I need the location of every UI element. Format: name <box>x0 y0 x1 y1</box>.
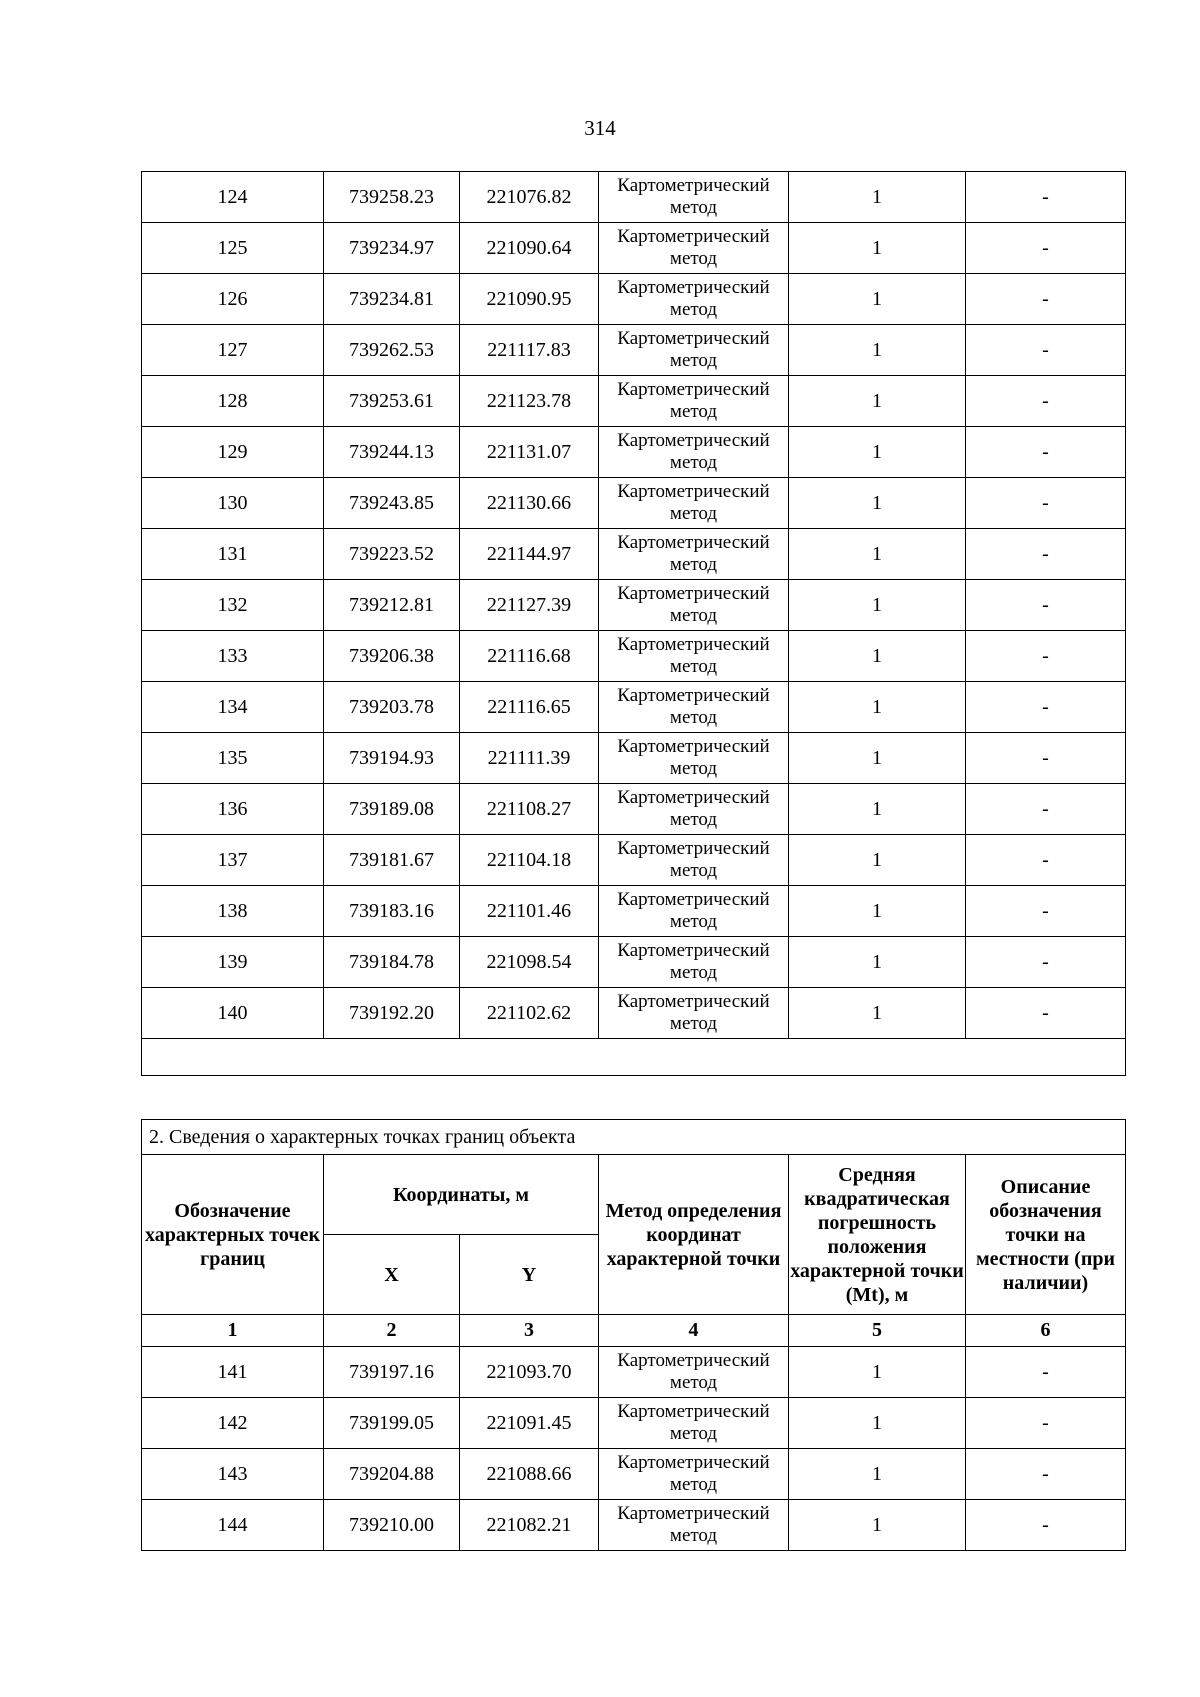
table-row <box>142 937 1126 988</box>
error-cell: 1 <box>789 223 966 274</box>
error-cell: 1 <box>789 580 966 631</box>
points-table-body <box>142 172 1126 1076</box>
table-row <box>142 733 1126 784</box>
description-cell: - <box>966 1347 1126 1398</box>
point-id-cell: 144 <box>142 1500 324 1551</box>
header-point-designation: Обозначение характерных точек границ <box>142 1155 324 1315</box>
point-id-cell: 136 <box>142 784 324 835</box>
description-cell: - <box>966 733 1126 784</box>
method-line-1: Картометрический <box>617 532 770 553</box>
x-coordinate-cell: 739184.78 <box>324 937 460 988</box>
error-cell: 1 <box>789 682 966 733</box>
y-coordinate-cell: 221116.68 <box>460 631 599 682</box>
description-cell: - <box>966 427 1126 478</box>
y-coordinate-cell: 221101.46 <box>460 886 599 937</box>
method-line-1: Картометрический <box>617 1401 770 1422</box>
description-cell: - <box>966 1449 1126 1500</box>
method-line-2: метод <box>669 911 718 932</box>
x-coordinate-cell: 739192.20 <box>324 988 460 1039</box>
y-coordinate-cell: 221090.95 <box>460 274 599 325</box>
column-number: 4 <box>599 1315 789 1347</box>
table-row <box>142 325 1126 376</box>
error-cell: 1 <box>789 1347 966 1398</box>
x-coordinate-cell: 739234.97 <box>324 223 460 274</box>
column-number: 3 <box>460 1315 599 1347</box>
header-method: Метод определения координат характерной точки <box>599 1155 789 1315</box>
point-id-cell: 133 <box>142 631 324 682</box>
method-line-1: Картометрический <box>617 1503 770 1524</box>
x-coordinate-cell: 739210.00 <box>324 1500 460 1551</box>
method-cell <box>599 223 789 274</box>
method-line-1: Картометрический <box>617 1350 770 1371</box>
method-line-1: Картометрический <box>617 838 770 859</box>
method-line-2: метод <box>669 809 718 830</box>
description-cell: - <box>966 1500 1126 1551</box>
point-id-cell: 134 <box>142 682 324 733</box>
description-cell: - <box>966 886 1126 937</box>
error-cell: 1 <box>789 274 966 325</box>
method-line-2: метод <box>669 1474 718 1495</box>
point-id-cell: 142 <box>142 1398 324 1449</box>
x-coordinate-cell: 739199.05 <box>324 1398 460 1449</box>
method-line-2: метод <box>669 401 718 422</box>
description-cell: - <box>966 784 1126 835</box>
table-row <box>142 529 1126 580</box>
point-id-cell: 135 <box>142 733 324 784</box>
boundary-points-table-body <box>142 1120 1126 1551</box>
method-cell <box>599 937 789 988</box>
method-line-2: метод <box>669 707 718 728</box>
method-cell <box>599 1449 789 1500</box>
error-cell: 1 <box>789 325 966 376</box>
method-line-2: метод <box>669 605 718 626</box>
description-cell: - <box>966 835 1126 886</box>
method-line-2: метод <box>669 350 718 371</box>
table-row <box>142 1347 1126 1398</box>
method-cell <box>599 478 789 529</box>
y-coordinate-cell: 221102.62 <box>460 988 599 1039</box>
header-description: Описание обозначения точки на местности (при наличии) <box>966 1155 1126 1315</box>
table-row <box>142 682 1126 733</box>
table-row <box>142 1500 1126 1551</box>
method-line-1: Картометрический <box>617 685 770 706</box>
y-coordinate-cell: 221111.39 <box>460 733 599 784</box>
column-number: 2 <box>324 1315 460 1347</box>
description-cell: - <box>966 376 1126 427</box>
header-coordinates: Координаты, м <box>324 1155 599 1235</box>
method-cell <box>599 1500 789 1551</box>
point-id-cell: 130 <box>142 478 324 529</box>
method-cell <box>599 733 789 784</box>
method-cell <box>599 172 789 223</box>
x-coordinate-cell: 739223.52 <box>324 529 460 580</box>
table-row <box>142 376 1126 427</box>
x-coordinate-cell: 739262.53 <box>324 325 460 376</box>
method-line-1: Картометрический <box>617 787 770 808</box>
method-cell <box>599 631 789 682</box>
point-id-cell: 124 <box>142 172 324 223</box>
error-cell: 1 <box>789 529 966 580</box>
y-coordinate-cell: 221144.97 <box>460 529 599 580</box>
method-line-1: Картометрический <box>617 940 770 961</box>
method-line-2: метод <box>669 860 718 881</box>
x-coordinate-cell: 739244.13 <box>324 427 460 478</box>
method-line-2: метод <box>669 452 718 473</box>
table-row <box>142 478 1126 529</box>
description-cell: - <box>966 325 1126 376</box>
boundary-points-table <box>141 1119 1126 1551</box>
description-cell: - <box>966 1398 1126 1449</box>
column-number: 6 <box>966 1315 1126 1347</box>
error-cell: 1 <box>789 1500 966 1551</box>
method-line-1: Картометрический <box>617 889 770 910</box>
point-id-cell: 139 <box>142 937 324 988</box>
y-coordinate-cell: 221131.07 <box>460 427 599 478</box>
point-id-cell: 137 <box>142 835 324 886</box>
y-coordinate-cell: 221088.66 <box>460 1449 599 1500</box>
header-mean-square-error: Средняя квадратическая погрешность положения характерной точки (Mt), м <box>789 1155 966 1315</box>
point-id-cell: 128 <box>142 376 324 427</box>
error-cell: 1 <box>789 937 966 988</box>
description-cell: - <box>966 223 1126 274</box>
x-coordinate-cell: 739183.16 <box>324 886 460 937</box>
method-line-2: метод <box>669 1372 718 1393</box>
y-coordinate-cell: 221116.65 <box>460 682 599 733</box>
description-cell: - <box>966 580 1126 631</box>
method-line-2: метод <box>669 248 718 269</box>
method-line-1: Картометрический <box>617 583 770 604</box>
method-cell <box>599 1347 789 1398</box>
method-line-1: Картометрический <box>617 1452 770 1473</box>
y-coordinate-cell: 221130.66 <box>460 478 599 529</box>
method-line-2: метод <box>669 197 718 218</box>
x-coordinate-cell: 739234.81 <box>324 274 460 325</box>
x-coordinate-cell: 739212.81 <box>324 580 460 631</box>
description-cell: - <box>966 988 1126 1039</box>
method-cell <box>599 988 789 1039</box>
x-coordinate-cell: 739243.85 <box>324 478 460 529</box>
y-coordinate-cell: 221093.70 <box>460 1347 599 1398</box>
header-y: Y <box>460 1235 599 1315</box>
method-line-2: метод <box>669 503 718 524</box>
method-line-2: метод <box>669 1525 718 1546</box>
error-cell: 1 <box>789 427 966 478</box>
table-row <box>142 274 1126 325</box>
table-row <box>142 172 1126 223</box>
table-row <box>142 784 1126 835</box>
table-title: 2. Сведения о характерных точках границ объекта <box>142 1120 1126 1155</box>
error-cell: 1 <box>789 478 966 529</box>
method-cell <box>599 784 789 835</box>
point-id-cell: 127 <box>142 325 324 376</box>
y-coordinate-cell: 221123.78 <box>460 376 599 427</box>
error-cell: 1 <box>789 172 966 223</box>
point-id-cell: 140 <box>142 988 324 1039</box>
error-cell: 1 <box>789 1398 966 1449</box>
empty-cell <box>142 1039 1126 1076</box>
x-coordinate-cell: 739181.67 <box>324 835 460 886</box>
method-line-1: Картометрический <box>617 736 770 757</box>
y-coordinate-cell: 221076.82 <box>460 172 599 223</box>
method-cell <box>599 529 789 580</box>
method-cell <box>599 325 789 376</box>
x-coordinate-cell: 739206.38 <box>324 631 460 682</box>
point-id-cell: 129 <box>142 427 324 478</box>
method-line-1: Картометрический <box>617 991 770 1012</box>
point-id-cell: 132 <box>142 580 324 631</box>
table-row <box>142 223 1126 274</box>
method-line-2: метод <box>669 758 718 779</box>
description-cell: - <box>966 478 1126 529</box>
point-id-cell: 143 <box>142 1449 324 1500</box>
table-row <box>142 631 1126 682</box>
error-cell: 1 <box>789 835 966 886</box>
description-cell: - <box>966 682 1126 733</box>
method-cell <box>599 886 789 937</box>
method-line-1: Картометрический <box>617 328 770 349</box>
x-coordinate-cell: 739189.08 <box>324 784 460 835</box>
table-row <box>142 988 1126 1039</box>
table-row <box>142 1398 1126 1449</box>
y-coordinate-cell: 221104.18 <box>460 835 599 886</box>
method-line-1: Картометрический <box>617 430 770 451</box>
error-cell: 1 <box>789 988 966 1039</box>
method-cell <box>599 1398 789 1449</box>
method-line-2: метод <box>669 962 718 983</box>
empty-row <box>142 1039 1126 1076</box>
table-row <box>142 886 1126 937</box>
column-number: 1 <box>142 1315 324 1347</box>
method-line-1: Картометрический <box>617 481 770 502</box>
x-coordinate-cell: 739197.16 <box>324 1347 460 1398</box>
error-cell: 1 <box>789 886 966 937</box>
method-line-1: Картометрический <box>617 175 770 196</box>
method-line-1: Картометрический <box>617 277 770 298</box>
method-cell <box>599 274 789 325</box>
x-coordinate-cell: 739194.93 <box>324 733 460 784</box>
point-id-cell: 141 <box>142 1347 324 1398</box>
y-coordinate-cell: 221091.45 <box>460 1398 599 1449</box>
error-cell: 1 <box>789 784 966 835</box>
y-coordinate-cell: 221117.83 <box>460 325 599 376</box>
x-coordinate-cell: 739203.78 <box>324 682 460 733</box>
method-line-2: метод <box>669 554 718 575</box>
method-line-2: метод <box>669 656 718 677</box>
points-table-continued <box>141 171 1126 1076</box>
y-coordinate-cell: 221090.64 <box>460 223 599 274</box>
point-id-cell: 131 <box>142 529 324 580</box>
y-coordinate-cell: 221098.54 <box>460 937 599 988</box>
description-cell: - <box>966 631 1126 682</box>
table-row <box>142 427 1126 478</box>
method-line-1: Картометрический <box>617 226 770 247</box>
method-line-2: метод <box>669 1423 718 1444</box>
method-line-2: метод <box>669 1013 718 1034</box>
header-x: X <box>324 1235 460 1315</box>
description-cell: - <box>966 172 1126 223</box>
x-coordinate-cell: 739204.88 <box>324 1449 460 1500</box>
description-cell: - <box>966 937 1126 988</box>
method-line-1: Картометрический <box>617 379 770 400</box>
column-number: 5 <box>789 1315 966 1347</box>
y-coordinate-cell: 221127.39 <box>460 580 599 631</box>
error-cell: 1 <box>789 733 966 784</box>
method-cell <box>599 376 789 427</box>
x-coordinate-cell: 739253.61 <box>324 376 460 427</box>
table-row <box>142 1449 1126 1500</box>
description-cell: - <box>966 274 1126 325</box>
error-cell: 1 <box>789 1449 966 1500</box>
y-coordinate-cell: 221108.27 <box>460 784 599 835</box>
point-id-cell: 125 <box>142 223 324 274</box>
error-cell: 1 <box>789 376 966 427</box>
method-line-2: метод <box>669 299 718 320</box>
method-line-1: Картометрический <box>617 634 770 655</box>
page-number: 314 <box>584 116 616 140</box>
table-row <box>142 580 1126 631</box>
y-coordinate-cell: 221082.21 <box>460 1500 599 1551</box>
method-cell <box>599 835 789 886</box>
error-cell: 1 <box>789 631 966 682</box>
method-cell <box>599 682 789 733</box>
method-cell <box>599 580 789 631</box>
point-id-cell: 138 <box>142 886 324 937</box>
point-id-cell: 126 <box>142 274 324 325</box>
method-cell <box>599 427 789 478</box>
x-coordinate-cell: 739258.23 <box>324 172 460 223</box>
description-cell: - <box>966 529 1126 580</box>
table-row <box>142 835 1126 886</box>
